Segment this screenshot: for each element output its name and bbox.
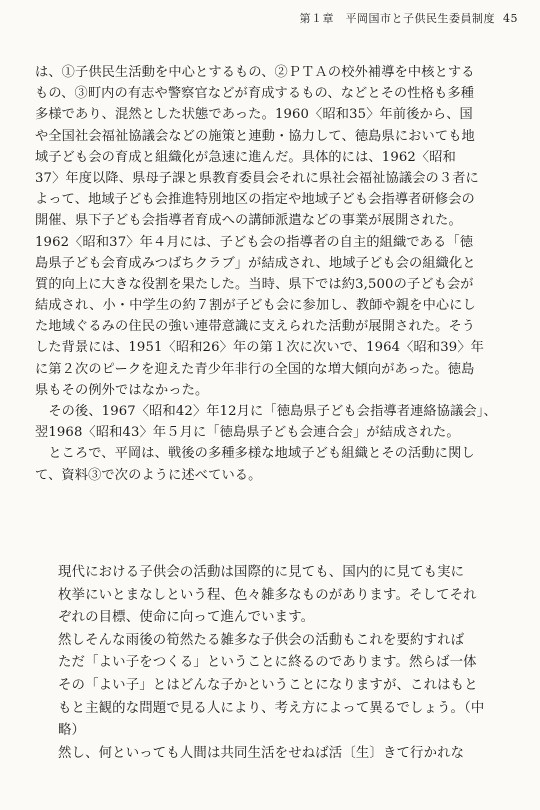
text-line: 域子ども会の育成と組織化が急速に進んだ。具体的には、1962〈昭和 — [35, 149, 456, 165]
text-line: その後、1967〈昭和42〉年12月に「徳島県子ども会指導者連絡協議会」、 — [35, 404, 497, 419]
quote-line: ただ「よい子をつくる」ということに終るのであります。然らば一体 — [58, 655, 477, 671]
text-line: 開催、県下子ども会指導者育成への講師派遣などの事業が展開された。 — [35, 213, 462, 229]
text-line: した背景には、1951〈昭和26〉年の第１次に次いで、1964〈昭和39〉年 — [35, 340, 484, 356]
running-title: 第１章 平岡国市と子供民生委員制度 — [299, 12, 495, 25]
running-header — [300, 10, 519, 26]
text-line: 翌1968〈昭和43〉年５月に「徳島県子ども会連合会」が結成された。 — [35, 425, 460, 441]
text-line: 多様であり、混然とした状態であった。1960〈昭和35〉年前後から、国 — [35, 107, 473, 123]
quote-line: ぞれの目標、使命に向って進んでいます。 — [58, 610, 315, 626]
text-line: は、①子供民生活動を中心とするもの、②ＰＴＡの校外補導を中核とする — [35, 65, 475, 80]
page-number: 45 — [503, 12, 518, 25]
text-line: ところで、平岡は、戦後の多種多様な地域子ども組織とその活動に関し — [35, 446, 475, 462]
quoted-passage — [58, 562, 518, 765]
quote-line: 枚挙にいとまなしという程、色々雑多なものがあります。そしてそれ — [58, 587, 477, 603]
text-line: 県もその例外ではなかった。 — [35, 382, 209, 398]
text-line: もの、③町内の有志や警察官などが育成するもの、などとその性格も多種 — [35, 86, 475, 102]
text-line: た地域ぐるみの住民の強い連帯意識に支えられた活動が展開された。そう — [35, 319, 476, 335]
text-line: 37〉年度以降、県母子課と県教育委員会それに県社会福祉協議会の３者に — [35, 170, 479, 186]
quote-line: 現代における子供会の活動は国際的に見ても、国内的に見ても実に — [58, 565, 465, 580]
text-line: に第２次のピークを迎えた青少年非行の全国的な増大傾向があった。徳島 — [35, 361, 475, 377]
text-line: 質的向上に大きな役割を果たした。当時、県下では約3,500の子ども会が — [35, 276, 474, 292]
quote-line: もと主観的な問題で見る人により、考え方によって異るでしょう。（中 — [58, 700, 485, 716]
text-line: や全国社会福祉協議会などの施策と連動・協力して、徳島県においても地 — [35, 128, 475, 144]
text-line: 1962〈昭和37〉年４月には、子ども会の指導者の自主的組織である「徳 — [35, 234, 474, 250]
quote-line: 然しそんな雨後の筍然たる雑多な子供会の活動もこれを要約すれば — [58, 632, 465, 648]
quote-line: 略） — [58, 723, 86, 739]
text-line: 結成され、小・中学生の約７割が子ども会に参加し、教師や親を中心にし — [35, 298, 476, 314]
text-line: て、資料③で次のように述べている。 — [35, 467, 262, 483]
quote-line: 然し、何といっても人間は共同生活をせねば活〔生〕きて行かれな — [58, 745, 465, 761]
body-text — [35, 62, 517, 486]
quote-line: その「よい子」とはどんな子かということになりますが、これはもと — [58, 677, 478, 693]
text-line: 島県子ども会育成みつばちクラブ」が結成され、地域子ども会の組織化と — [35, 255, 476, 271]
text-line: よって、地域子ども会推進特別地区の指定や地域子ども会指導者研修会の — [35, 192, 475, 208]
